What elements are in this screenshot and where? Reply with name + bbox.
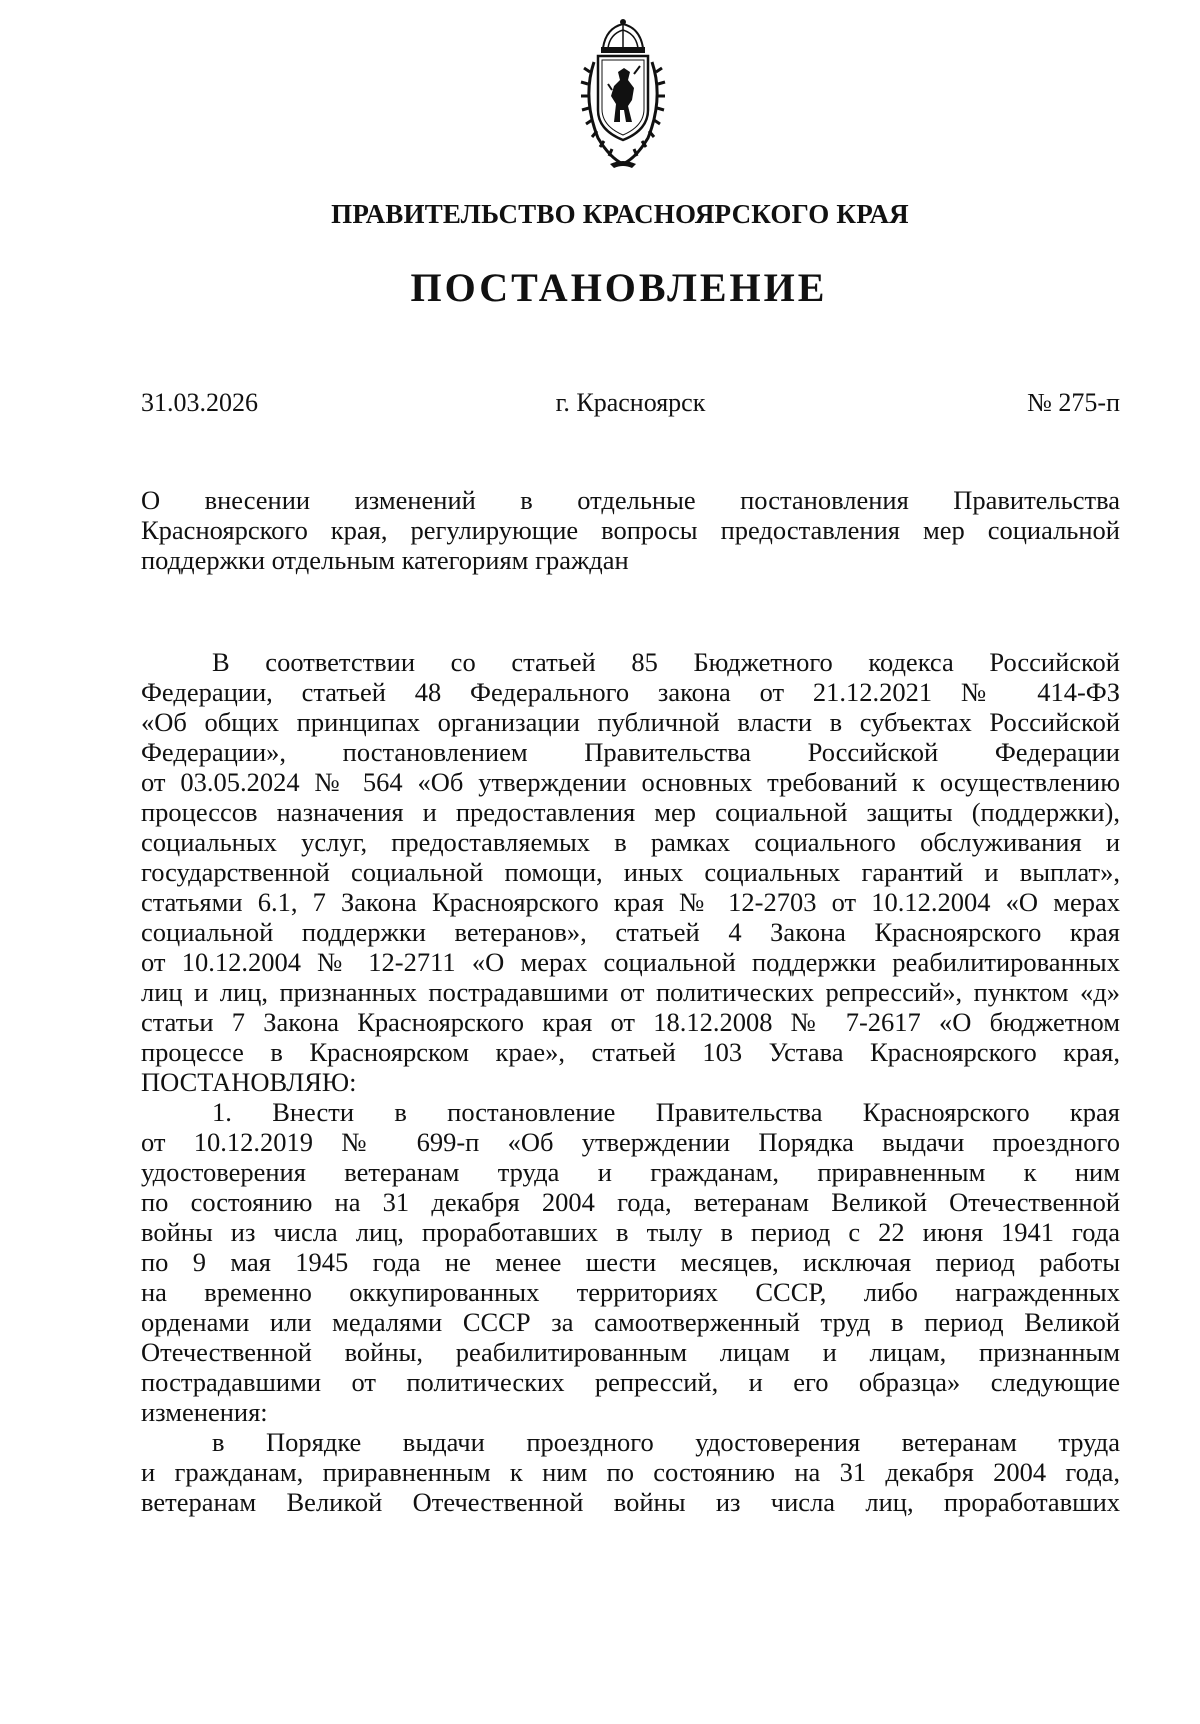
body-line: социальных услуг, предоставляемых в рамках социального обслуживания и [141, 827, 1120, 857]
body-line: удостоверения ветеранам труда и гражданам, приравненным к ним [141, 1157, 1120, 1187]
body-line: государственной социальной помощи, иных социальных гарантий и выплат», [141, 857, 1120, 887]
body-line: социальной поддержки ветеранов», статьей 4 Закона Красноярского края [141, 917, 1120, 947]
body-line: орденами или медалями СССР за самоотверженный труд в период Великой [141, 1307, 1120, 1337]
coat-of-arms-icon [568, 18, 678, 170]
document-subject [141, 485, 1120, 575]
body-line: войны из числа лиц, проработавших в тылу в период с 22 июня 1941 года [141, 1217, 1120, 1247]
body-line: от 10.12.2004 № 12-2711 «О мерах социальной поддержки реабилитированных [141, 947, 1120, 977]
body-line: лиц и лиц, признанных пострадавшими от политических репрессий», пунктом «д» [141, 977, 1120, 1007]
document-type-title: ПОСТАНОВЛЕНИЕ [410, 265, 828, 310]
body-line: Федерации», постановлением Правительства Российской Федерации [141, 737, 1120, 767]
body-line: ветеранам Великой Отечественной войны из числа лиц, проработавших [141, 1487, 1120, 1517]
body-line: процессов назначения и предоставления мер социальной защиты (поддержки), [141, 797, 1120, 827]
body-line: от 03.05.2024 № 564 «Об утверждении основных требований к осуществлению [141, 767, 1120, 797]
body-line: Отечественной войны, реабилитированным лицам и лицам, признанным [141, 1337, 1120, 1367]
document-number: № 275-п [1027, 388, 1120, 417]
document-date: 31.03.2026 [141, 388, 258, 417]
body-line: по состоянию на 31 декабря 2004 года, ветеранам Великой Отечественной [141, 1187, 1120, 1217]
subject-line: поддержки отдельным категориям граждан [141, 545, 629, 575]
body-line: В соответствии со статьей 85 Бюджетного кодекса Российской [212, 647, 1120, 677]
body-line: изменения: [141, 1397, 268, 1427]
organization-name: ПРАВИТЕЛЬСТВО КРАСНОЯРСКОГО КРАЯ [331, 199, 909, 229]
body-line: от 10.12.2019 № 699-п «Об утверждении Порядка выдачи проездного [141, 1127, 1120, 1157]
body-line: статьями 6.1, 7 Закона Красноярского края № 12-2703 от 10.12.2004 «О мерах [141, 887, 1120, 917]
body-line: «Об общих принципах организации публичной власти в субъектах Российской [141, 707, 1120, 737]
resolution-word: ПОСТАНОВЛЯЮ: [141, 1067, 357, 1097]
body-line: в Порядке выдачи проездного удостоверения ветеранам труда [212, 1427, 1120, 1457]
body-line: процессе в Красноярском крае», статьей 103 Устава Красноярского края, [141, 1037, 1120, 1067]
body-line: по 9 мая 1945 года не менее шести месяцев, исключая период работы [141, 1247, 1120, 1277]
body-line: статьи 7 Закона Красноярского края от 18.12.2008 № 7-2617 «О бюджетном [141, 1007, 1120, 1037]
body-line: 1. Внести в постановление Правительства Красноярского края [212, 1097, 1120, 1127]
body-line: пострадавшими от политических репрессий, и его образца» следующие [141, 1367, 1120, 1397]
document-meta-row [141, 388, 1120, 424]
document-body [141, 647, 1120, 1517]
body-line: Федерации, статьей 48 Федерального закона от 21.12.2021 № 414-ФЗ [141, 677, 1120, 707]
document-city: г. Красноярск [555, 388, 706, 417]
body-line: и гражданам, приравненным к ним по состоянию на 31 декабря 2004 года, [141, 1457, 1120, 1487]
body-line: на временно оккупированных территориях СССР, либо награжденных [141, 1277, 1120, 1307]
subject-line: Красноярского края, регулирующие вопросы предоставления мер социальной [141, 515, 1120, 545]
subject-line: О внесении изменений в отдельные постановления Правительства [141, 485, 1120, 515]
